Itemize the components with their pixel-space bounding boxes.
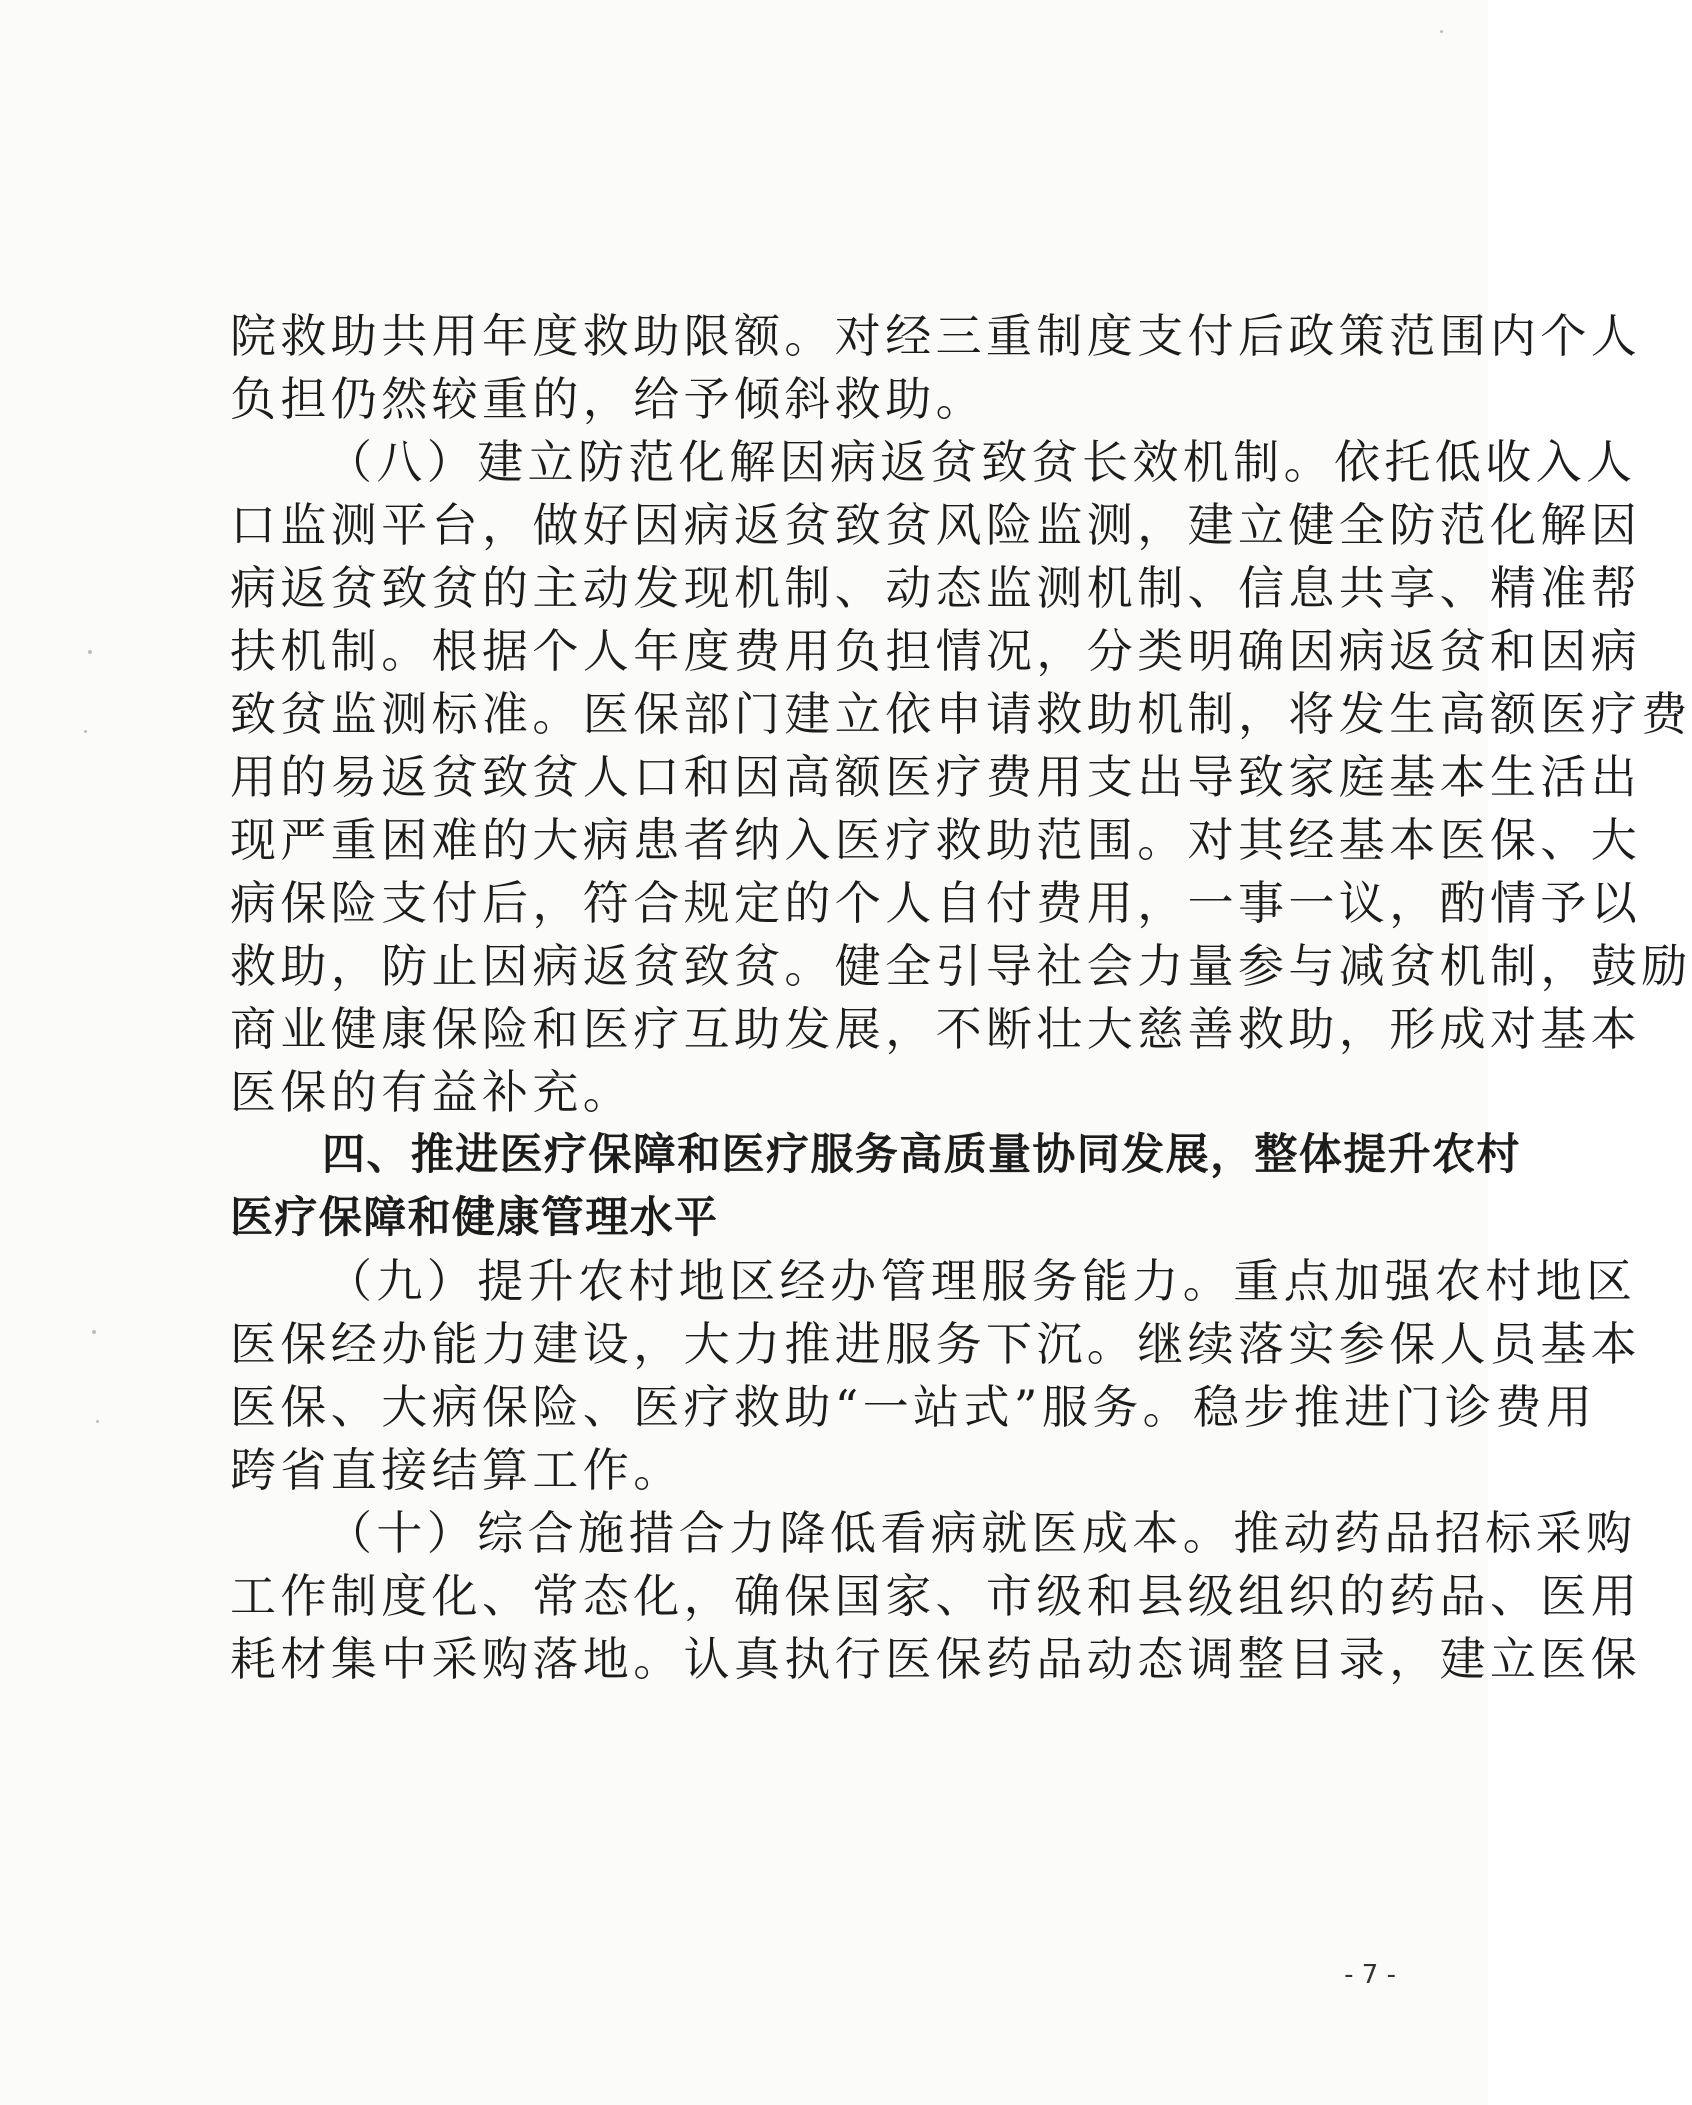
body-line: 用的易返贫致贫人口和因高额医疗费用支出导致家庭基本生活出 [230,750,1642,804]
section-eight-line: （八）建立防范化解因病返贫致贫长效机制。依托低收入人 [326,435,1637,489]
body-line: 商业健康保险和医疗互助发展，不断壮大慈善救助，形成对基本 [230,1002,1642,1056]
body-line: 致贫监测标准。医保部门建立依申请救助机制，将发生高额医疗费 [230,687,1692,741]
section-ten-line: （十）综合施措合力降低看病就医成本。推动药品招标采购 [326,1506,1637,1560]
body-line: 救助，防止因病返贫致贫。健全引导社会力量参与减贫机制，鼓励 [230,939,1692,993]
scan-speck [1440,30,1443,33]
scan-speck [84,730,87,733]
body-line: 病返贫致贫的主动发现机制、动态监测机制、信息共享、精准帮 [230,561,1642,615]
body-line: 现严重困难的大病患者纳入医疗救助范围。对其经基本医保、大 [230,813,1642,867]
body-line: 医保的有益补充。 [230,1065,634,1119]
body-line: 病保险支付后，符合规定的个人自付费用，一事一议，酌情予以 [230,876,1642,930]
document-body [230,305,1692,1691]
scan-speck [96,1420,99,1423]
body-line: 负担仍然较重的，给予倾斜救助。 [230,372,986,426]
body-line: 跨省直接结算工作。 [230,1443,684,1497]
body-line: 医保、大病保险、医疗救助“一站式”服务。稳步推进门诊费用 [230,1380,1597,1434]
scan-speck [92,1330,96,1334]
body-line: 工作制度化、常态化，确保国家、市级和县级组织的药品、医用 [230,1569,1642,1623]
body-line: 耗材集中采购落地。认真执行医保药品动态调整目录，建立医保 [230,1632,1642,1686]
section-heading: 四、推进医疗保障和医疗服务高质量协同发展，整体提升农村 [322,1130,1521,1180]
section-heading: 医疗保障和健康管理水平 [230,1193,719,1243]
body-line: 口监测平台，做好因病返贫致贫风险监测，建立健全防范化解因 [230,498,1642,552]
scan-speck [88,650,92,654]
body-line: 院救助共用年度救助限额。对经三重制度支付后政策范围内个人 [230,309,1642,363]
body-line: 扶机制。根据个人年度费用负担情况，分类明确因病返贫和因病 [230,624,1642,678]
body-line: 医保经办能力建设，大力推进服务下沉。继续落实参保人员基本 [230,1317,1642,1371]
page-number: - 7 - [1344,1960,1396,1990]
section-nine-line: （九）提升农村地区经办管理服务能力。重点加强农村地区 [326,1254,1637,1308]
